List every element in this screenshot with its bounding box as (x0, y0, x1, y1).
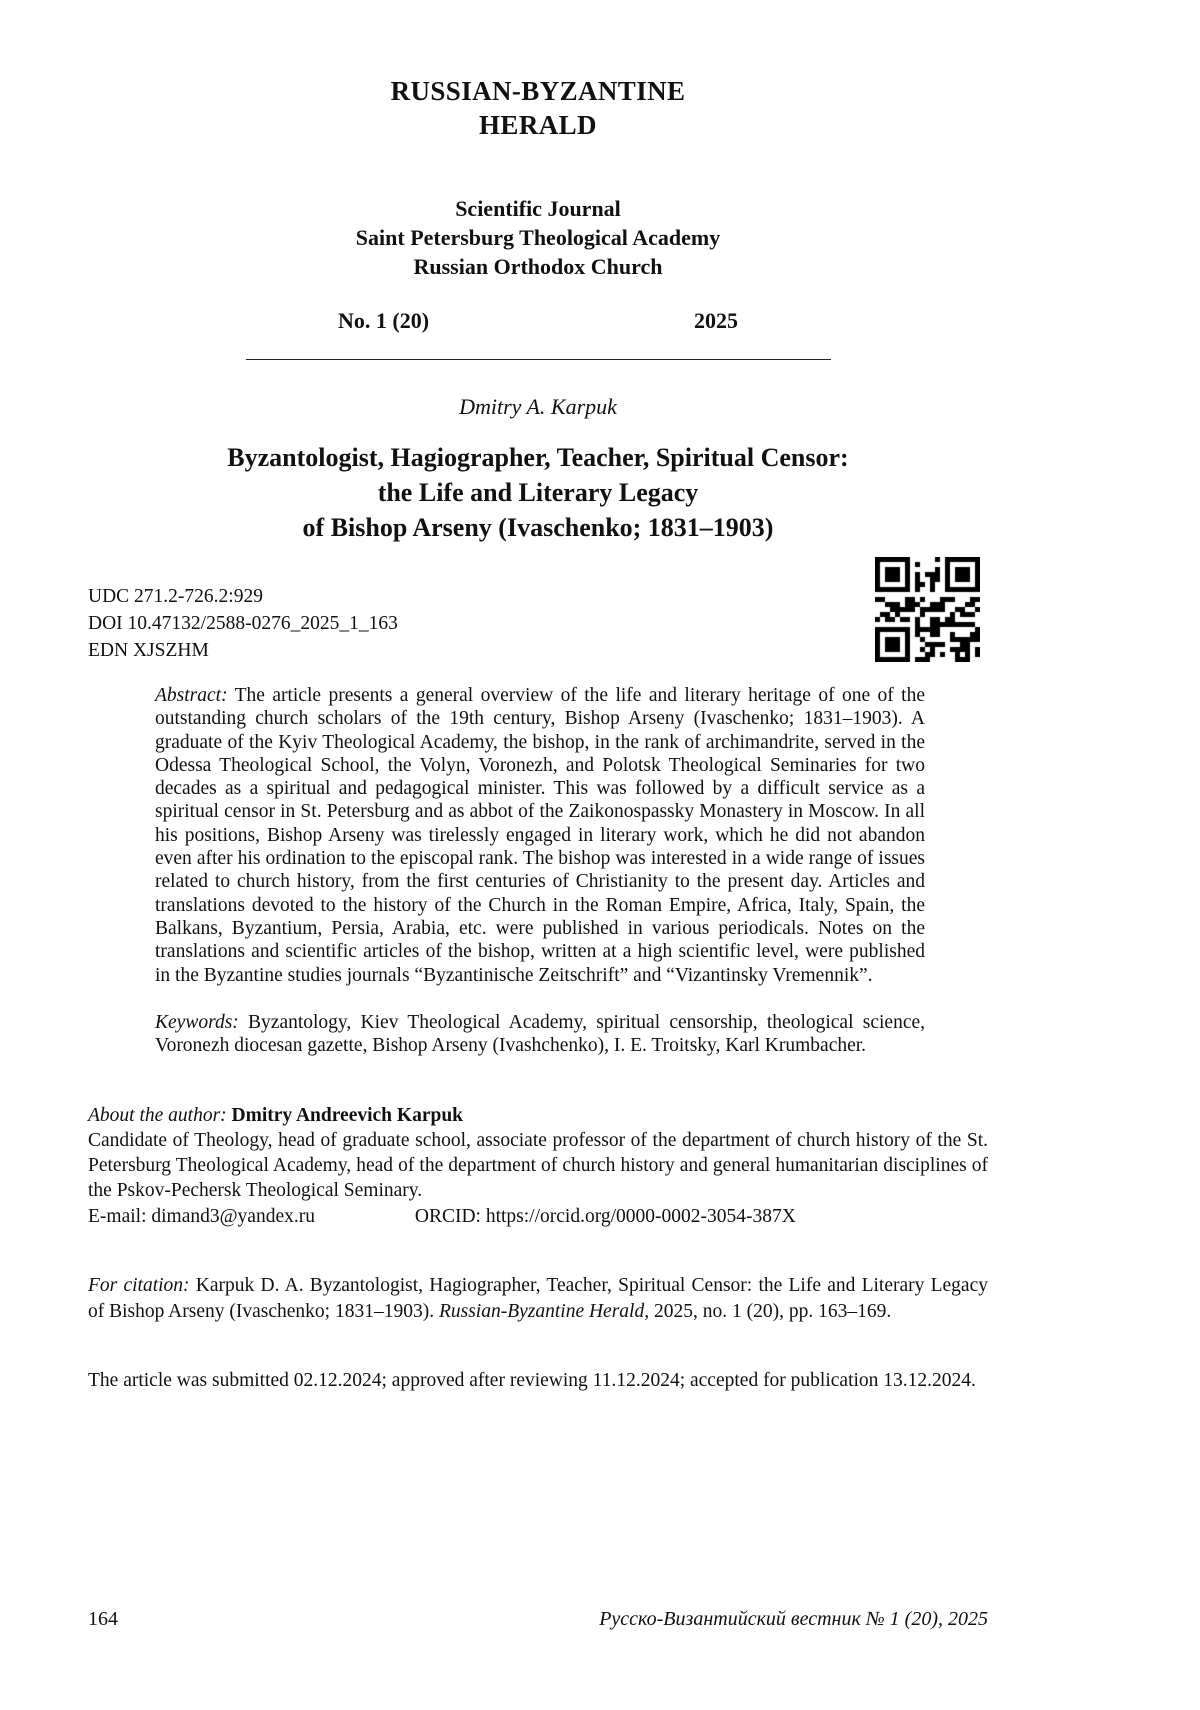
issue-year: 2025 (694, 308, 738, 333)
orcid-label: ORCID: (414, 1206, 481, 1228)
doi-line: DOI 10.47132/2588-0276_2025_1_163 (88, 613, 398, 634)
subtitle-line2: Saint Petersburg Theological Academy (355, 225, 721, 250)
footer-page-number: 164 (88, 1608, 118, 1630)
abstract-label: Abstract: (155, 685, 228, 706)
masthead-title-line2: HERALD (479, 110, 597, 140)
email-value: dimand3@yandex.ru (151, 1206, 315, 1228)
article-title (88, 440, 988, 545)
about-author-name: Dmitry Andreevich Karpuk (231, 1105, 464, 1127)
abstract-paragraph (155, 684, 925, 987)
article-title-line3: of Bishop Arseny (Ivaschenko; 1831–1903) (302, 513, 774, 542)
citation-paragraph (88, 1273, 988, 1324)
contact-line (88, 1204, 988, 1229)
masthead-title (88, 74, 988, 142)
citation-journal-name: Russian-Byzantine Herald (438, 1300, 645, 1322)
citation-label: For citation: (88, 1275, 190, 1297)
footer-journal-title: Русско-Византийский вестник № 1 (20), 2025 (599, 1608, 988, 1630)
about-author-bio: Candidate of Theology, head of graduate school, associate professor of the department of church history of the St. Petersburg Theological Academy, head of the department of church history and general humanitarian disciplines of the Pskov-Pechersk Theological Seminary. (88, 1130, 988, 1202)
article-title-line2: the Life and Literary Legacy (377, 478, 699, 507)
udc-line: UDC 271.2-726.2:929 (88, 586, 263, 607)
submission-note: The article was submitted 02.12.2024; approved after reviewing 11.12.2024; accepted for publication 13.12.2024. (88, 1370, 976, 1392)
keywords-paragraph (155, 1011, 925, 1058)
about-author-label: About the author: (88, 1105, 227, 1127)
email-label: E-mail: (88, 1206, 147, 1228)
orcid-value: https://orcid.org/0000-0002-3054-387X (485, 1206, 796, 1228)
qr-code (875, 557, 980, 662)
page-footer (88, 1608, 988, 1631)
journal-subtitle (88, 194, 988, 281)
horizontal-rule (246, 359, 831, 360)
about-author-section (88, 1103, 988, 1229)
citation-suffix: , 2025, no. 1 (20), pp. 163–169. (644, 1300, 892, 1322)
identifiers-row (88, 557, 988, 664)
article-title-line1: Byzantologist, Hagiographer, Teacher, Spiritual Censor: (227, 443, 849, 472)
subtitle-line3: Russian Orthodox Church (413, 254, 663, 279)
keywords-text: Byzantology, Kiev Theological Academy, spiritual censorship, theological science, Voronezh diocesan gazette, Bishop Arseny (Ivashchenko), I. E. Troitsky, Karl Krumbacher. (155, 1011, 926, 1057)
issue-year-row (338, 307, 738, 335)
masthead-title-line1: RUSSIAN-BYZANTINE (390, 76, 686, 106)
citation-text: Karpuk D. A. Byzantologist, Hagiographer, Teacher, Spiritual Censor: the Life and Literary Legacy of Bishop Arseny (Ivaschenko; 1831–1903). (88, 1275, 988, 1322)
abstract-text: The article presents a general overview of the life and literary heritage of one of the outstanding church scholars of the 19th century, Bishop Arseny (Ivaschenko; 1831–1903). A graduate of the Kyiv Theological Academy, the bishop, in the rank of archimandrite, served in the Odessa Theological School, the Volyn, Voronezh, and Polotsk Theological Seminaries for two decades as a spiritual and pedagogical minister. This was followed by a difficult service as a spiritual censor in St. Petersburg and as abbot of the Zaikonospassky Monastery in Moscow. In all his positions, Bishop Arseny was tirelessly engaged in literary work, which he did not abandon even after his ordination to the episcopal rank. The bishop was interested in a wide range of issues related to church history, from the first centuries of Christianity to the present day. Articles and translations devoted to the history of the Church in the Roman Empire, Africa, Italy, Spain, the Balkans, Byzantium, Persia, Arabia, etc. were published in various periodicals. Notes on the translations and scientific articles of the bishop, written at a high scientific level, were published in the Byzantine studies journals “Byzantinische Zeitschrift” and “Vizantinsky Vremennik”. (155, 685, 925, 986)
identifier-lines (88, 557, 398, 664)
subtitle-line1: Scientific Journal (455, 196, 621, 221)
edn-line: EDN XJSZHM (88, 640, 209, 661)
article-author: Dmitry A. Karpuk (459, 394, 617, 419)
about-author-heading (88, 1103, 988, 1128)
issue-number: No. 1 (20) (338, 308, 430, 333)
keywords-label: Keywords: (155, 1011, 239, 1033)
